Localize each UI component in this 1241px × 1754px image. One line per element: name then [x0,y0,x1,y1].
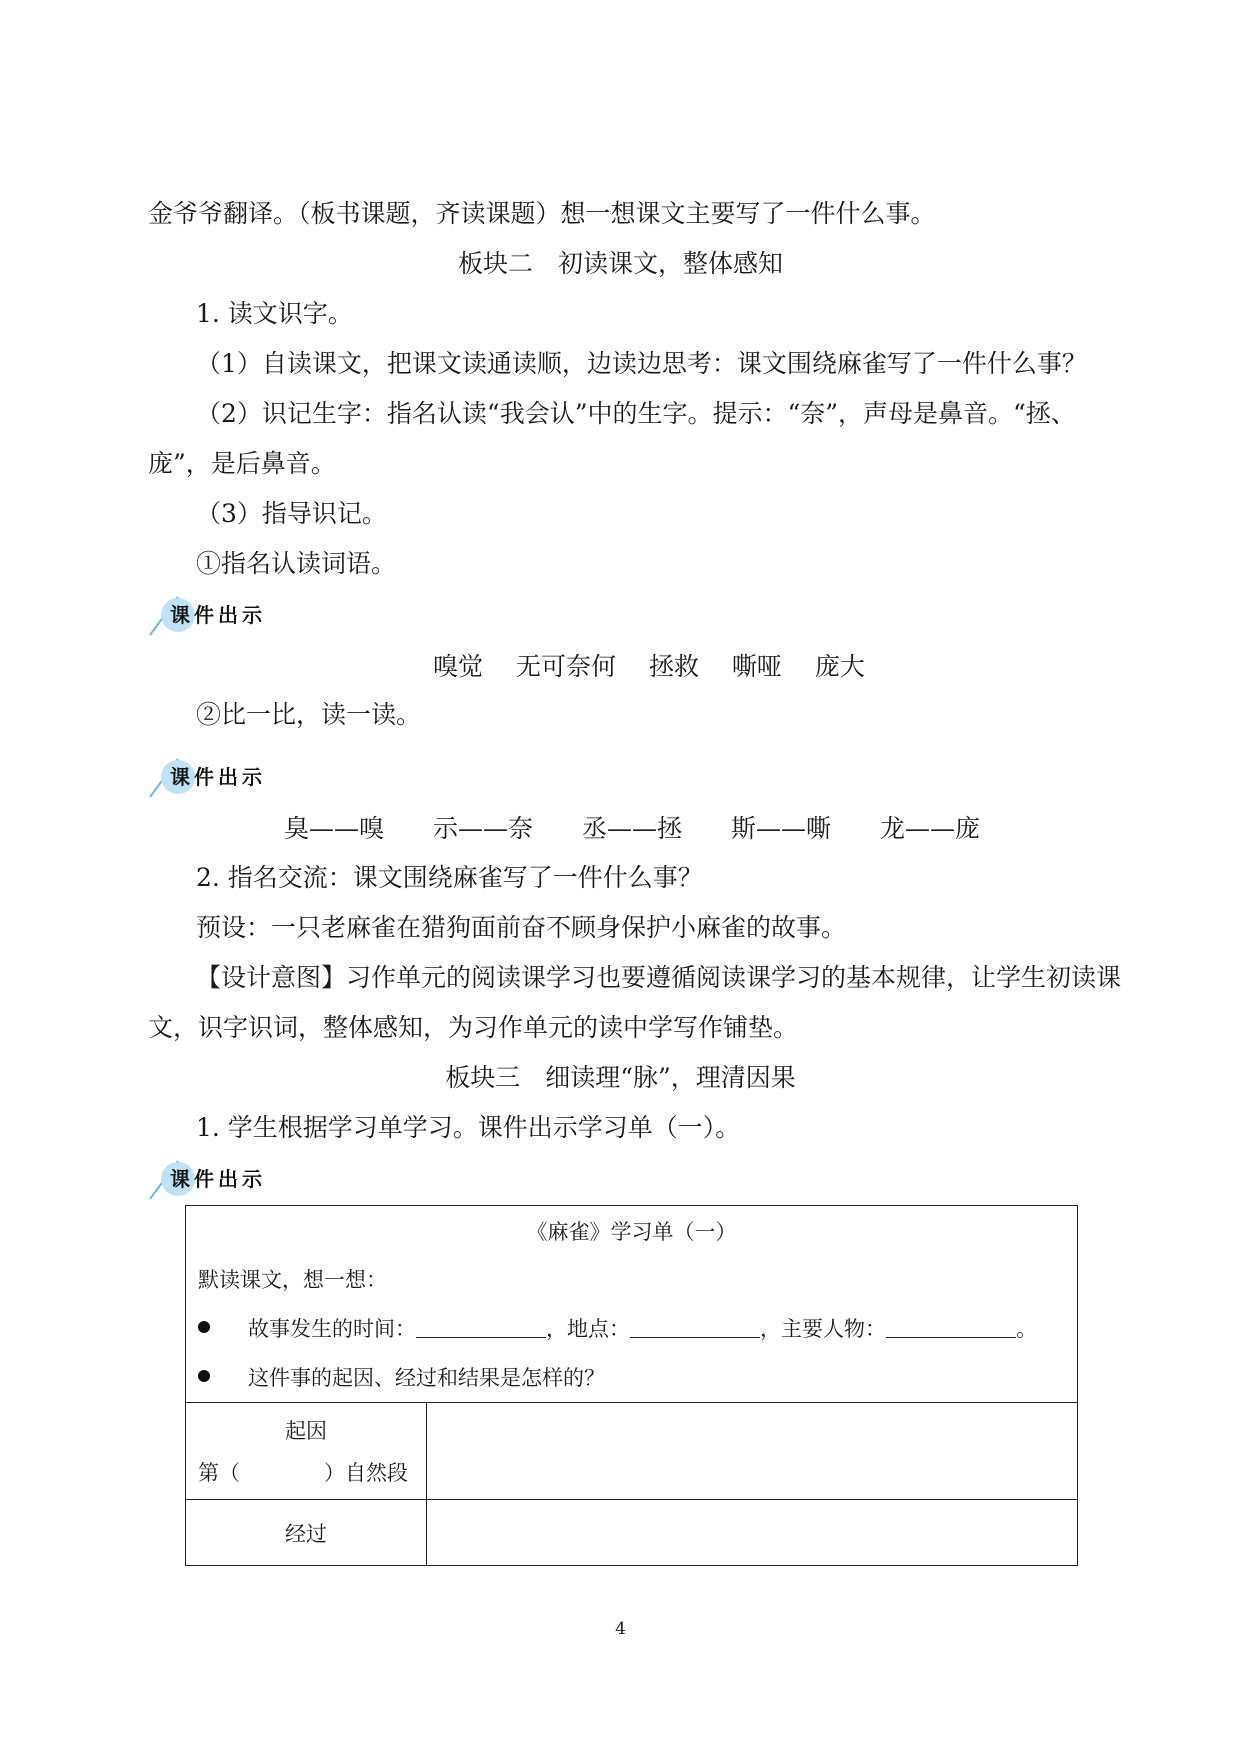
section-2-heading: 板块二 初读课文，整体感知 [457,249,783,278]
section-3-step-1: 1. 学生根据学习单学习。课件出示学习单（一）。 [196,1113,741,1142]
char-pair: 龙——庞 [880,814,981,843]
section-2-preset: 预设：一只老麻雀在猎狗面前奋不顾身保护小麻雀的故事。 [196,913,847,942]
worksheet-title: 《麻雀》学习单（一） [526,1220,737,1244]
vocab-word: 嗅觉 [433,652,484,681]
courseware-badge-label: 课件出示 [170,603,266,627]
char-pair: 示——奈 [433,814,534,843]
char-pair: 丞——拯 [582,814,683,843]
worksheet-instruction: 默读课文，想一想： [198,1268,387,1292]
worksheet-table [185,1205,1078,1566]
cause-paragraph-ref: 第（ ）自然段 [198,1461,408,1485]
process-label: 经过 [285,1522,327,1546]
vocab-word: 拯救 [648,652,699,681]
page-number: 4 [615,1619,626,1639]
vocab-word: 庞大 [814,652,865,681]
bullet-icon [198,1370,210,1382]
time-blank[interactable] [416,1315,546,1338]
place-blank[interactable] [630,1315,760,1338]
vocab-word: 嘶哑 [731,652,782,681]
process-label-cell [186,1500,427,1566]
courseware-badge [148,593,308,637]
courseware-badge-label: 课件出示 [170,1167,266,1191]
worksheet-header-cell [186,1206,1078,1403]
courseware-badge [148,1157,308,1201]
process-answer-cell[interactable] [427,1500,1078,1566]
cause-label-cell [186,1403,427,1500]
intro-paragraph: 金爷爷翻译。（板书课题，齐读课题）想一想课文主要写了一件什么事。 [148,199,936,228]
courseware-badge [148,755,308,799]
characters-blank[interactable] [886,1315,1016,1338]
section-2-question-2-line-1: （2）识记生字：指名认读“我会认”中的生字。提示：“奈”，声母是鼻音。“拯、 [196,399,1076,428]
char-pair: 斯——嘶 [731,814,832,843]
vocab-word-list [433,650,865,684]
worksheet-question-2: 这件事的起因、经过和结果是怎样的？ [186,1354,1077,1402]
section-2-question-3-a: ①指名认读词语。 [196,549,397,578]
section-2-step-1: 1. 读文识字。 [196,299,353,328]
char-pair: 臭——嗅 [284,814,385,843]
vocab-word: 无可奈何 [515,652,616,681]
section-2-question-3-b: ②比一比，读一读。 [196,700,422,729]
worksheet-question-1: 故事发生的时间： ，地点： ，主要人物： 。 [186,1304,1077,1354]
bullet-icon [198,1321,210,1333]
section-3-heading: 板块三 细读理“脉”，理清因果 [445,1063,796,1092]
courseware-badge-label: 课件出示 [170,765,266,789]
design-intent-line-2: 文，识字识词，整体感知，为习作单元的读中学写作铺垫。 [148,1013,799,1042]
design-intent-line-1: 【设计意图】习作单元的阅读课学习也要遵循阅读课学习的基本规律，让学生初读课 [196,963,1122,992]
cause-label: 起因 [285,1419,327,1443]
section-2-question-2-line-2: 庞”，是后鼻音。 [148,449,336,478]
section-2-question-1: （1）自读课文，把课文读通读顺，边读边思考：课文围绕麻雀写了一件什么事？ [196,349,1087,378]
section-2-question-3: （3）指导识记。 [196,499,387,528]
section-2-step-2: 2. 指名交流：课文围绕麻雀写了一件什么事？ [196,863,703,892]
cause-answer-cell[interactable] [427,1403,1078,1500]
